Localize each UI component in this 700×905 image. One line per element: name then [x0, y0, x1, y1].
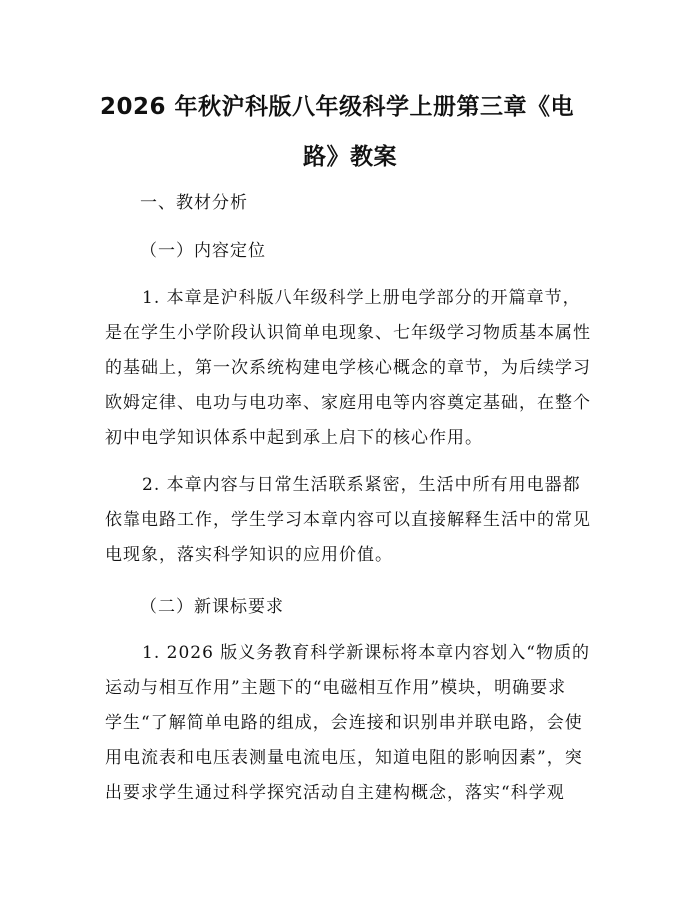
subsection-heading-curriculum: （二）新课标要求	[140, 597, 284, 617]
paragraph-1-line-3: 的基础上，第一次系统构建电学核心概念的章节，为后续学习	[105, 358, 591, 378]
subsection-heading-content-position: （一）内容定位	[140, 241, 266, 261]
title-line-2: 路》教案	[303, 144, 397, 170]
paragraph-1-line-4: 欧姆定律、电功与电功率、家庭用电等内容奠定基础，在整个	[105, 393, 591, 413]
section-heading-analysis: 一、教材分析	[140, 193, 248, 213]
paragraph-3-line-2: 运动与相互作用”主题下的“电磁相互作用”模块，明确要求	[105, 678, 567, 698]
title-line-1: 2026 年秋沪科版八年级科学上册第三章《电	[100, 94, 575, 120]
paragraph-2-line-2: 依靠电路工作，学生学习本章内容可以直接解释生活中的常见	[105, 510, 591, 530]
paragraph-3-line-3: 学生“了解简单电路的组成，会连接和识别串并联电路，会使	[105, 713, 583, 733]
paragraph-3-line-1: 1. 2026 版义务教育科学新课标将本章内容划入“物质的	[142, 643, 590, 663]
paragraph-1-line-1: 1. 本章是沪科版八年级科学上册电学部分的开篇章节，	[142, 288, 581, 308]
paragraph-3-line-5: 出要求学生通过科学探究活动自主建构概念，落实“科学观	[105, 783, 565, 803]
paragraph-2-line-1: 2. 本章内容与日常生活联系紧密，生活中所有用电器都	[142, 475, 581, 495]
document-title	[100, 82, 600, 182]
paragraph-1-line-5: 初中电学知识体系中起到承上启下的核心作用。	[105, 428, 483, 448]
paragraph-2-line-3: 电现象，落实科学知识的应用价值。	[105, 545, 393, 565]
paragraph-1-line-2: 是在学生小学阶段认识简单电现象、七年级学习物质基本属性	[105, 323, 591, 343]
paragraph-3-line-4: 用电流表和电压表测量电流电压，知道电阻的影响因素”，突	[105, 748, 583, 768]
